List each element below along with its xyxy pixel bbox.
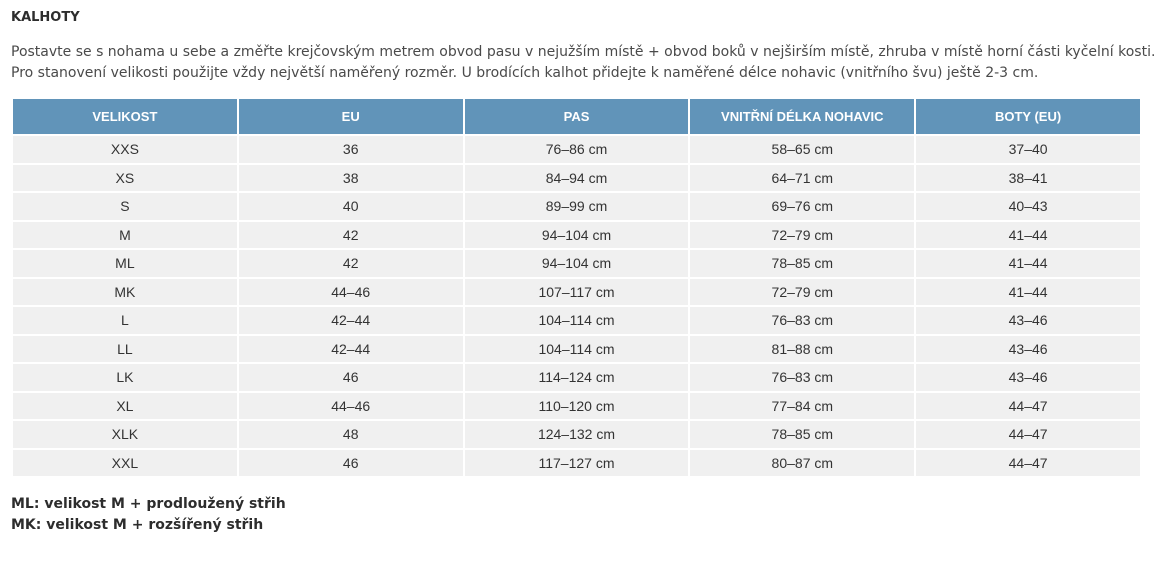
column-header-eu: EU <box>239 99 463 134</box>
cell-shoes: 41–44 <box>916 222 1140 249</box>
section-heading: KALHOTY <box>11 10 80 25</box>
cell-inseam: 77–84 cm <box>690 393 914 420</box>
cell-inseam: 78–85 cm <box>690 421 914 448</box>
cell-eu: 44–46 <box>239 279 463 306</box>
table-row <box>13 421 1140 448</box>
cell-size: M <box>13 222 237 249</box>
cell-eu: 42–44 <box>239 336 463 363</box>
cell-shoes: 38–41 <box>916 165 1140 192</box>
size-notes <box>11 494 286 536</box>
table-body <box>13 136 1140 476</box>
cell-shoes: 41–44 <box>916 250 1140 277</box>
note-ml: ML: velikost M + prodloužený střih <box>11 496 286 512</box>
cell-size: L <box>13 307 237 334</box>
cell-size: S <box>13 193 237 220</box>
table-row <box>13 222 1140 249</box>
cell-shoes: 44–47 <box>916 421 1140 448</box>
table-row <box>13 165 1140 192</box>
cell-size: XXL <box>13 450 237 477</box>
cell-waist: 94–104 cm <box>465 222 689 249</box>
cell-shoes: 41–44 <box>916 279 1140 306</box>
cell-waist: 89–99 cm <box>465 193 689 220</box>
cell-inseam: 64–71 cm <box>690 165 914 192</box>
cell-shoes: 40–43 <box>916 193 1140 220</box>
cell-inseam: 80–87 cm <box>690 450 914 477</box>
table-header-row <box>13 99 1140 134</box>
size-table <box>11 97 1142 478</box>
table-row <box>13 250 1140 277</box>
cell-inseam: 76–83 cm <box>690 364 914 391</box>
cell-eu: 48 <box>239 421 463 448</box>
table-row <box>13 336 1140 363</box>
cell-inseam: 78–85 cm <box>690 250 914 277</box>
cell-waist: 84–94 cm <box>465 165 689 192</box>
cell-waist: 94–104 cm <box>465 250 689 277</box>
cell-inseam: 72–79 cm <box>690 222 914 249</box>
cell-waist: 114–124 cm <box>465 364 689 391</box>
cell-waist: 124–132 cm <box>465 421 689 448</box>
table-row <box>13 307 1140 334</box>
column-header-velikost: VELIKOST <box>13 99 237 134</box>
intro-line-1: Postavte se s nohama u sebe a změřte krejčovským metrem obvod pasu v nejužším místě + obvod boků v nejširším místě, zhruba v místě horní části kyčelní kosti. <box>11 44 1156 60</box>
cell-size: LK <box>13 364 237 391</box>
cell-size: XS <box>13 165 237 192</box>
cell-size: XLK <box>13 421 237 448</box>
cell-size: LL <box>13 336 237 363</box>
cell-size: XXS <box>13 136 237 163</box>
cell-eu: 40 <box>239 193 463 220</box>
cell-shoes: 43–46 <box>916 364 1140 391</box>
cell-eu: 46 <box>239 364 463 391</box>
note-mk: MK: velikost M + rozšířený střih <box>11 517 264 533</box>
cell-inseam: 69–76 cm <box>690 193 914 220</box>
cell-eu: 42–44 <box>239 307 463 334</box>
cell-waist: 76–86 cm <box>465 136 689 163</box>
cell-waist: 107–117 cm <box>465 279 689 306</box>
cell-eu: 46 <box>239 450 463 477</box>
column-header-pas: PAS <box>465 99 689 134</box>
table-row <box>13 450 1140 477</box>
cell-inseam: 58–65 cm <box>690 136 914 163</box>
cell-waist: 104–114 cm <box>465 307 689 334</box>
column-header-inseam: VNITŘNÍ DÉLKA NOHAVIC <box>690 99 914 134</box>
table-row <box>13 193 1140 220</box>
cell-eu: 44–46 <box>239 393 463 420</box>
cell-size: MK <box>13 279 237 306</box>
table-row <box>13 136 1140 163</box>
cell-eu: 42 <box>239 222 463 249</box>
cell-shoes: 44–47 <box>916 450 1140 477</box>
cell-inseam: 76–83 cm <box>690 307 914 334</box>
table-row <box>13 279 1140 306</box>
cell-shoes: 43–46 <box>916 336 1140 363</box>
intro-text <box>11 42 1156 84</box>
cell-eu: 42 <box>239 250 463 277</box>
intro-line-2: Pro stanovení velikosti použijte vždy největší naměřený rozměr. U brodících kalhot přidejte k naměřené délce nohavic (vnitřního švu) ještě 2-3 cm. <box>11 65 1039 81</box>
cell-size: ML <box>13 250 237 277</box>
cell-shoes: 43–46 <box>916 307 1140 334</box>
cell-shoes: 44–47 <box>916 393 1140 420</box>
cell-eu: 36 <box>239 136 463 163</box>
cell-inseam: 81–88 cm <box>690 336 914 363</box>
cell-eu: 38 <box>239 165 463 192</box>
table-row <box>13 364 1140 391</box>
column-header-boty: BOTY (EU) <box>916 99 1140 134</box>
table-row <box>13 393 1140 420</box>
cell-waist: 110–120 cm <box>465 393 689 420</box>
cell-shoes: 37–40 <box>916 136 1140 163</box>
cell-waist: 104–114 cm <box>465 336 689 363</box>
cell-inseam: 72–79 cm <box>690 279 914 306</box>
cell-size: XL <box>13 393 237 420</box>
cell-waist: 117–127 cm <box>465 450 689 477</box>
